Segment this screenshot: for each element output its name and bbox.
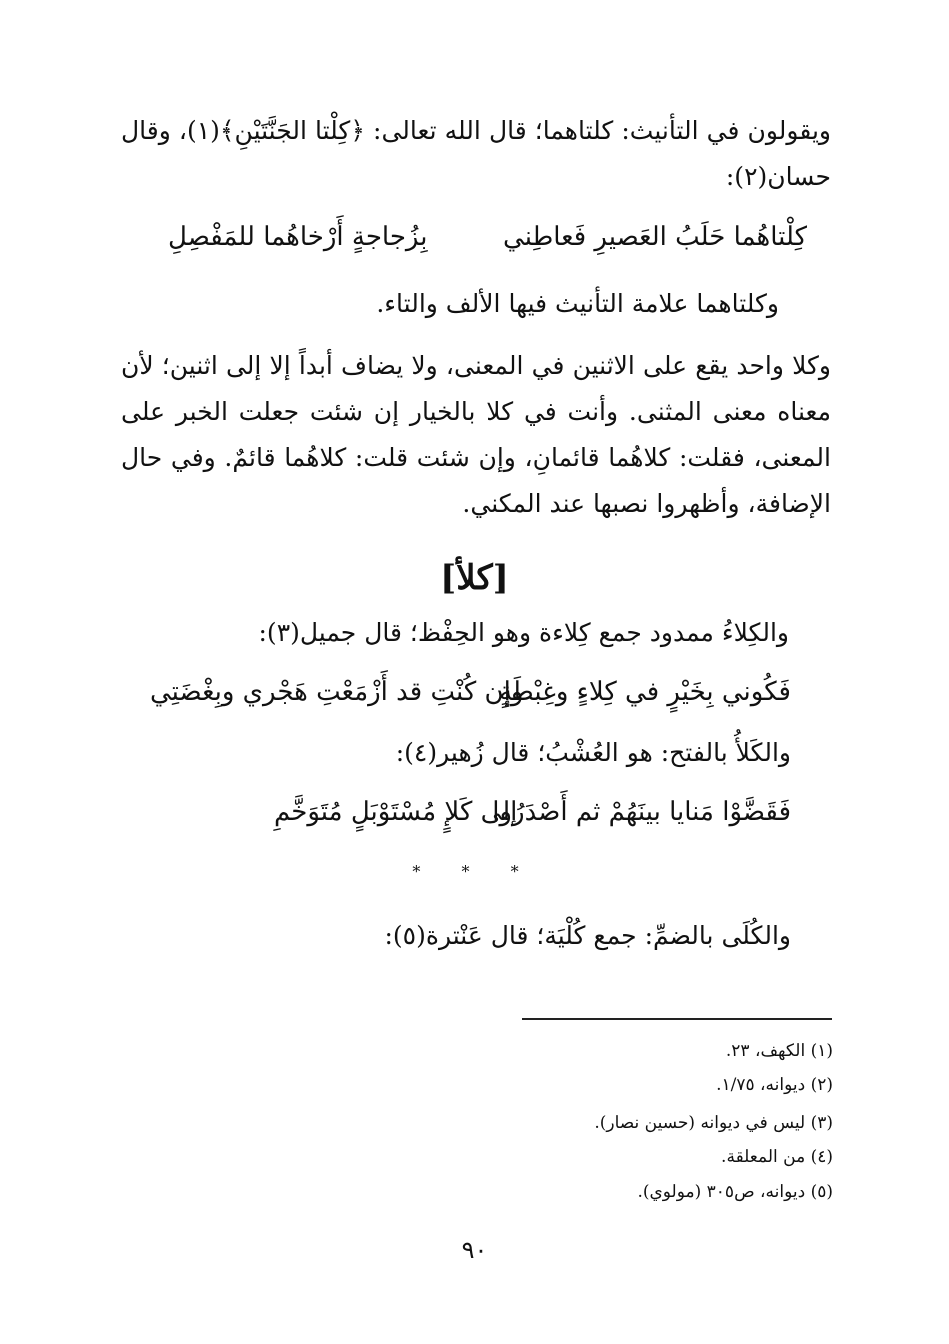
verse-2-second-hemistich: وإن كُنْتِ قد أَزْمَعْتِ هَجْري وبِغْضَتِي [150,677,524,707]
verse-3-second-hemistich: إلى كَلإٍ مُسْتَوْبَلٍ مُتَوَخَّمِ [274,797,518,827]
footnote-2: (٢) ديوانه، ١/٧٥. [716,1075,833,1095]
footnote-3: (٣) ليس في ديوانه (حسين نصار). [594,1113,833,1133]
verse-3-first-hemistich: فَقَضَّوْا مَنايا بينَهُمْ ثم أَصْدَرُوا [492,797,791,827]
verse-1-first-hemistich: كِلْتاهُما حَلَبُ العَصيرِ فَعاطِني [503,222,807,252]
verse-1-second-hemistich: بِزُجاجةٍ أَرْخاهُما للمَفْصِلِ [168,222,428,252]
footnote-divider [522,1018,832,1020]
footnote-4: (٤) من المعلقة. [721,1147,833,1167]
section-separator-stars: * * * [412,862,537,881]
verse-2-first-hemistich: فَكُوني بِخَيْرٍ في كِلاءٍ وغِبْطَةٍ [499,677,791,707]
paragraph-feminine-kiltahuma: ويقولون في التأنيث: كلتاهما؛ قال الله تعالى: ﴿كِلْتا الجَنَّتَيْنِ﴾(١)، وقال حسان(٢): [121,116,831,191]
section-heading-kala: [كلأ] [440,558,509,598]
paragraph-kula: والكُلَى بالضمِّ: جمع كُلْيَة؛ قال عَنْترة(٥): [384,921,791,950]
footnote-1: (١) الكهف، ٢٣. [725,1041,833,1061]
paragraph-feminine-marker: وكلتاهما علامة التأنيث فيها الألف والتاء. [376,289,779,318]
paragraph-kilaa: والكِلاءُ ممدود جمع كِلاءة وهو الحِفْظ؛ قال جميل(٣): [258,618,789,647]
footnote-5: (٥) ديوانه، ص٣٠٥ (مولوي). [637,1182,833,1202]
paragraph-kila-explanation: وكلا واحد يقع على الاثنين في المعنى، ولا يضاف أبداً إلا إلى اثنين؛ لأن معناه معنى المثنى. وأنت في كلا بالخيار إن شئت جعلت الخبر على المعنى، فقلت: كلاهُما قائمانِ، وإن شئت قلت: كلاهُما قائمٌ. وفي حال الإضافة، وأظهروا نصبها عند المكني. [121,351,831,518]
paragraph-kala-grass: والكَلأُ بالفتح: هو العُشْبُ؛ قال زُهير(٤): [395,738,791,767]
page-number: ٩٠ [461,1236,488,1264]
